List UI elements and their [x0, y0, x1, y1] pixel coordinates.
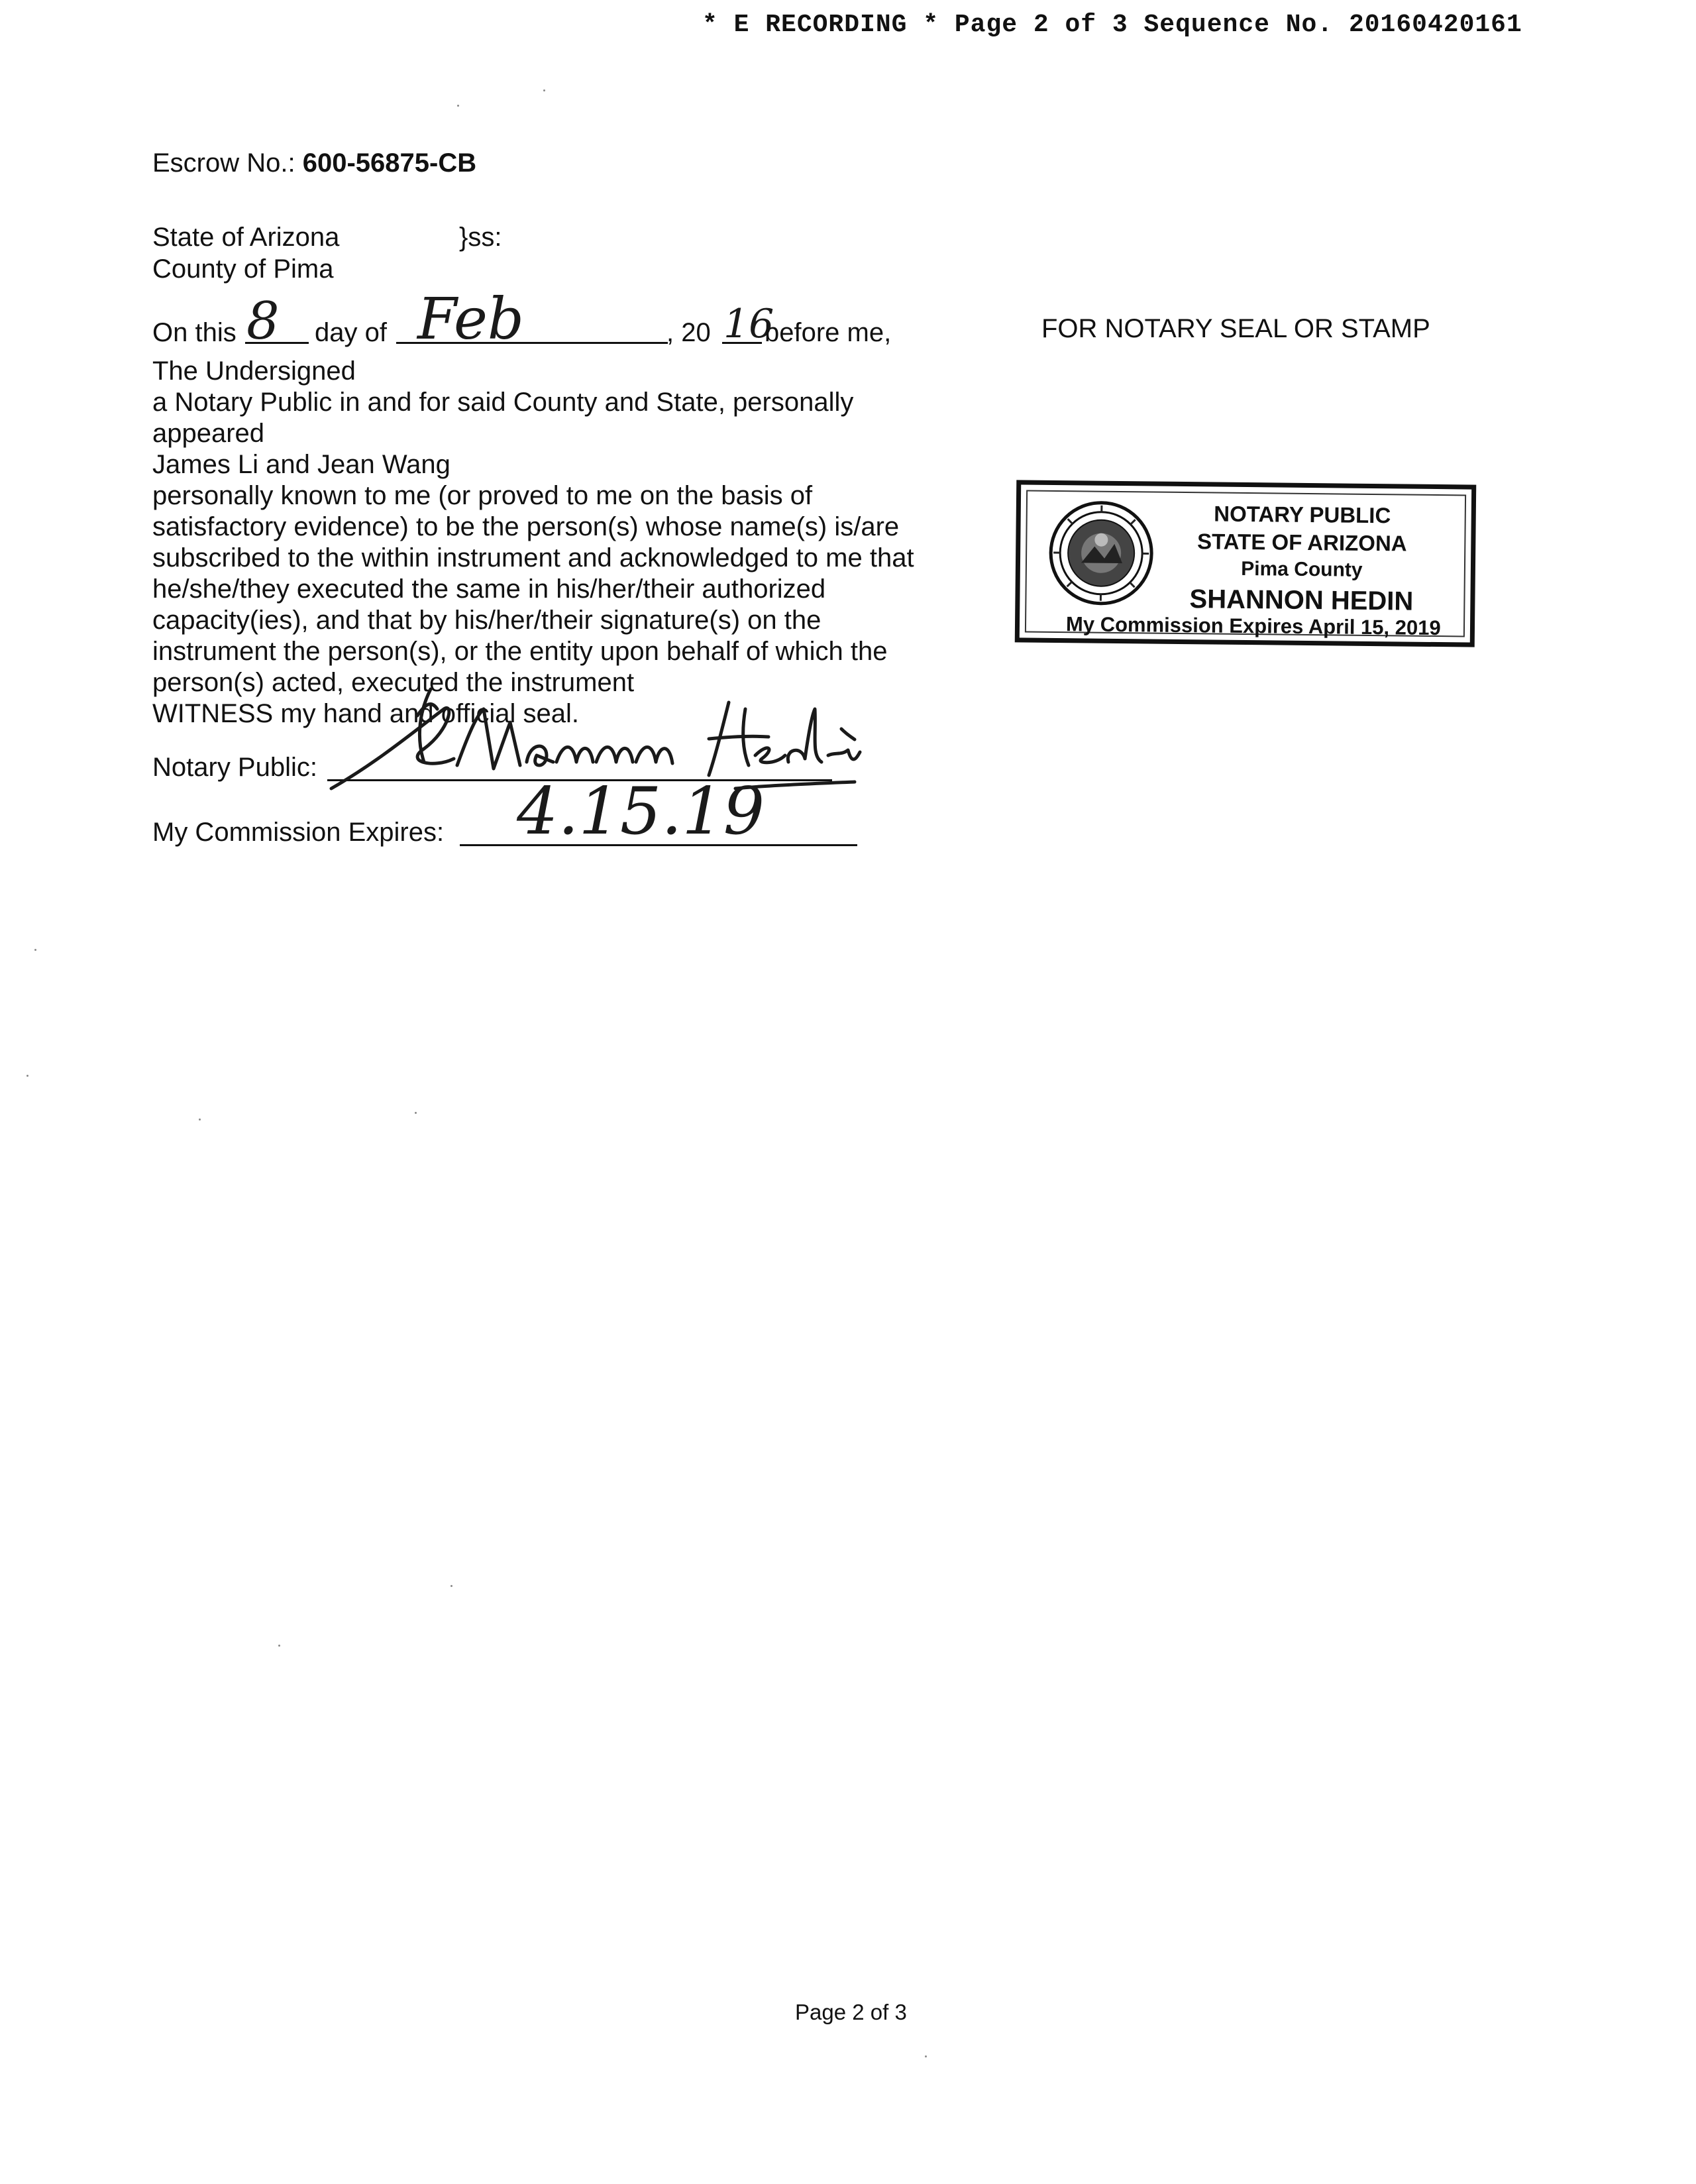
witness-line: WITNESS my hand and official seal.	[152, 699, 579, 728]
escrow-line	[152, 147, 476, 179]
scan-speck	[543, 89, 545, 91]
commission-handwritten: 4.15.19	[517, 774, 765, 849]
body-line: personally known to me (or proved to me on the basis of	[152, 481, 813, 510]
stamp-line-commission: My Commission Expires April 15, 2019	[1065, 612, 1441, 640]
on-this-label: On this	[152, 318, 237, 347]
stamp-line-notary-public: NOTARY PUBLIC	[1214, 501, 1391, 528]
venue-ss: }ss:	[459, 223, 502, 252]
body-line: capacity(ies), and that by his/her/their signature(s) on the	[152, 606, 822, 635]
stamp-line-county: Pima County	[1241, 557, 1363, 581]
stamp-line-notary-name: SHANNON HEDIN	[1189, 584, 1414, 616]
escrow-label: Escrow No.:	[152, 148, 295, 178]
appeared-line: appeared	[152, 419, 265, 448]
notary-stamp	[1015, 480, 1477, 647]
recording-header: * E RECORDING * Page 2 of 3 Sequence No. 20160420161	[702, 11, 1522, 39]
stamp-text	[1136, 499, 1468, 619]
scan-speck	[450, 1585, 452, 1587]
day-of-label: day of	[315, 318, 387, 347]
venue-state: State of Arizona	[152, 223, 340, 252]
scan-speck	[925, 2055, 927, 2057]
page-number-footer: Page 2 of 3	[795, 2000, 907, 2024]
scan-speck	[278, 1645, 280, 1647]
seal-area-label: FOR NOTARY SEAL OR STAMP	[1041, 314, 1430, 343]
before-me-label: before me,	[765, 318, 892, 347]
notary-public-label: Notary Public:	[152, 753, 317, 782]
notary-name-line: The Undersigned	[152, 356, 356, 386]
scan-speck	[26, 1075, 28, 1077]
day-handwritten: 8	[246, 292, 280, 351]
body-line: person(s) acted, executed the instrument	[152, 668, 635, 697]
scan-speck	[415, 1112, 417, 1114]
commission-expires-label: My Commission Expires:	[152, 818, 445, 847]
scan-speck	[199, 1119, 201, 1120]
acknowledgment-body	[152, 356, 994, 730]
scan-speck	[457, 105, 459, 107]
year-prefix: , 20	[666, 318, 711, 347]
signers-line: James Li and Jean Wang	[152, 450, 450, 479]
scan-speck	[34, 949, 36, 951]
escrow-number: 600-56875-CB	[302, 148, 477, 178]
body-line: subscribed to the within instrument and acknowledged to me that	[152, 543, 914, 573]
venue-county: County of Pima	[152, 254, 334, 284]
body-line: he/she/they executed the same in his/her/their authorized	[152, 574, 826, 604]
month-handwritten: Feb	[417, 286, 524, 353]
body-line: satisfactory evidence) to be the person(s) whose name(s) is/are	[152, 512, 900, 541]
stamp-line-state: STATE OF ARIZONA	[1196, 529, 1407, 556]
notary-public-line: a Notary Public in and for said County and State, personally	[152, 388, 854, 417]
year-handwritten: 16	[723, 301, 774, 347]
body-line: instrument the person(s), or the entity upon behalf of which the	[152, 637, 888, 666]
